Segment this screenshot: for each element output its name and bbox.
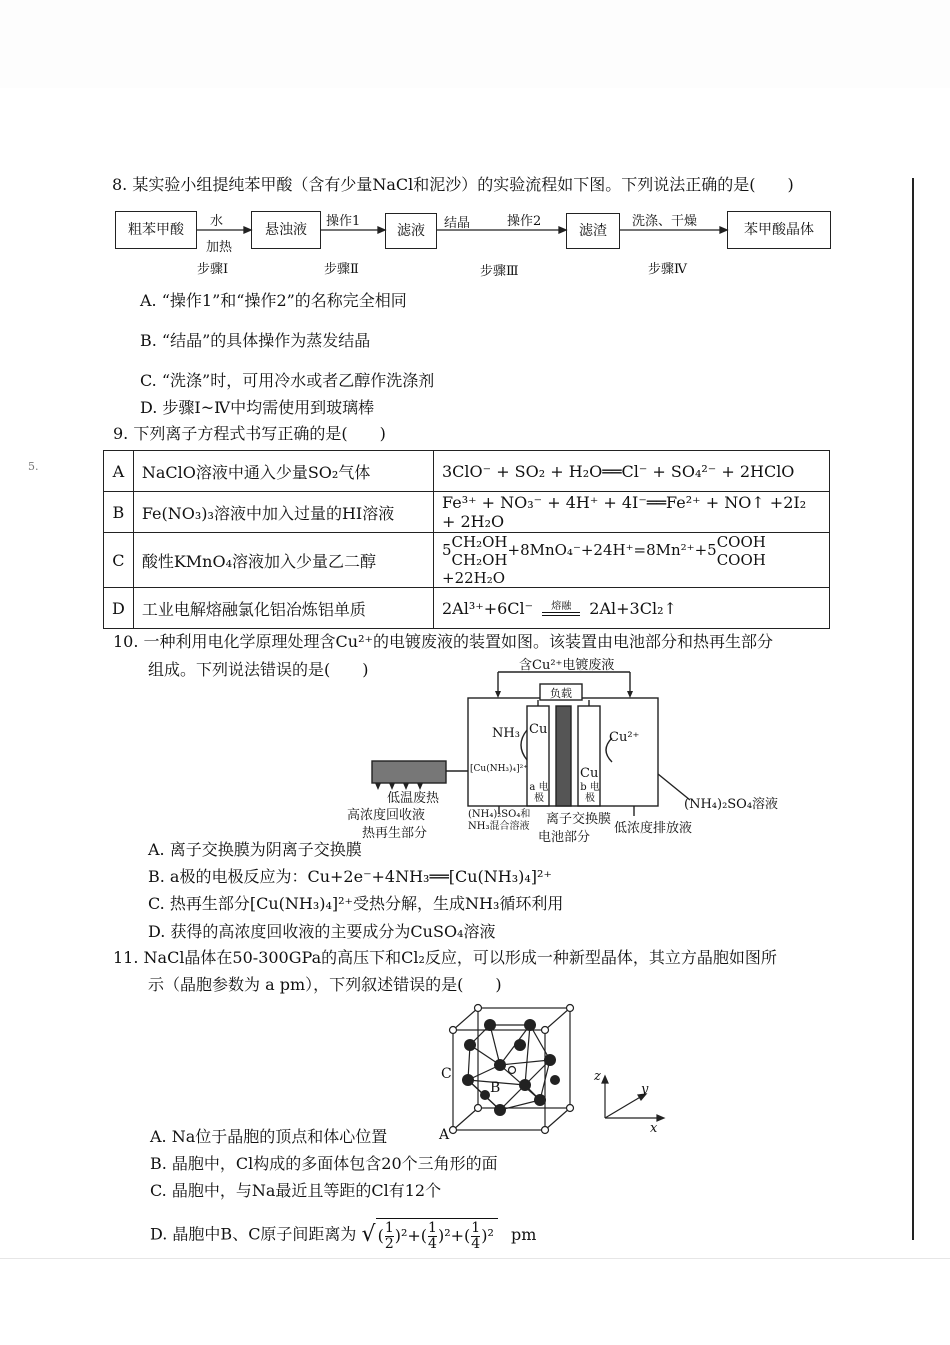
q8-stem: 8. 某实验小组提纯苯甲酸（含有少量NaCl和泥沙）的实验流程如下图。下列说法正确的是( ) xyxy=(112,175,794,194)
flow-step-1: 步骤Ⅰ xyxy=(197,262,229,277)
sqrt-sign: √ xyxy=(361,1222,376,1247)
q10-stem-2: 组成。下列说法错误的是( ) xyxy=(148,660,369,679)
q11-option-a: A. Na位于晶胞的顶点和体心位置 xyxy=(150,1127,388,1146)
q10-option-b: B. a极的电极反应为：Cu+2e⁻+4NH₃══[Cu(NH₃)₄]²⁺ xyxy=(148,867,552,886)
eq-c-mid: +8MnO₄⁻+24H⁺=8Mn²⁺+5 xyxy=(507,541,717,559)
atom-label-a: A xyxy=(439,1127,450,1143)
q11-option-c: C. 晶胞中，与Na最近且等距的Cl有12个 xyxy=(150,1181,442,1200)
q11-option-d xyxy=(150,1218,536,1252)
row-desc: 酸性KMnO₄溶液加入少量乙二醇 xyxy=(133,533,433,588)
atom-label-c: C xyxy=(441,1066,452,1082)
flow-step-4: 步骤Ⅳ xyxy=(648,262,687,277)
q10-option-c: C. 热再生部分[Cu(NH₃)₄]²⁺受热分解，生成NH₃循环利用 xyxy=(148,894,564,913)
label-right-solution: (NH₄)₂SO₄溶液 xyxy=(684,797,779,812)
label-complex: [Cu(NH₃)₄]²⁺ xyxy=(470,764,529,774)
flow-label-heat: 加热 xyxy=(206,240,233,255)
row-key: D xyxy=(104,588,134,629)
eq-c-post: +22H₂O xyxy=(442,569,506,587)
frac-num: 1 xyxy=(471,1220,481,1236)
sqrt-radicand: ( $\frac{1}{2}$ )²+( $\frac{1}{4}$ )²+( $\frac{1}{4}$ )² xyxy=(376,1218,498,1252)
label-battery: 电池部分 xyxy=(538,830,591,845)
flow-label-wash-dry: 洗涤、干燥 xyxy=(632,214,698,229)
flow-box-filtrate: 滤液 xyxy=(385,213,437,249)
axis-x-label: x xyxy=(650,1121,658,1136)
row-key: A xyxy=(104,451,134,492)
q10-option-d: D. 获得的高浓度回收液的主要成分为CuSO₄溶液 xyxy=(148,922,496,941)
label-membrane: 离子交换膜 xyxy=(546,812,612,827)
stray-mark: 5. xyxy=(28,460,39,473)
flow-label-crystallize: 结晶 xyxy=(444,216,471,231)
eq-d-left: 2Al³⁺+6Cl⁻ xyxy=(442,598,534,618)
q10-stem-1: 10. 一种利用电化学原理处理含Cu²⁺的电镀废液的装置如图。该装置由电池部分和热再生部分 xyxy=(113,632,773,651)
q8-option-a: A. “操作1”和“操作2”的名称完全相同 xyxy=(140,291,407,310)
row-equation: 3ClO⁻ + SO₂ + H₂O══Cl⁻ + SO₄²⁻ + 2HClO xyxy=(434,451,830,492)
frac-den: 4 xyxy=(471,1236,481,1252)
eq-c-bot2: COOH xyxy=(716,551,766,569)
eq-c-coef: 5 xyxy=(442,541,452,559)
label-feed: 含Cu²⁺电镀废液 xyxy=(519,658,615,673)
frac-1 xyxy=(385,1221,394,1252)
q11-stem-1: 11. NaCl晶体在50-300GPa的高压下和Cl₂反应，可以形成一种新型晶体，其立方晶胞如图所 xyxy=(113,948,777,967)
label-regen: 热再生部分 xyxy=(362,826,428,841)
flow-step-2: 步骤Ⅱ xyxy=(324,262,359,277)
page-bottom-rule xyxy=(0,1258,950,1259)
axis-y-label: y xyxy=(641,1082,649,1097)
label-load: 负载 xyxy=(550,687,572,700)
flow-box-crude: 粗苯甲酸 xyxy=(115,211,197,249)
row-desc: Fe(NO₃)₃溶液中加入过量的HI溶液 xyxy=(133,492,433,533)
eq-c-bot1: CH₂OH xyxy=(451,551,508,569)
row-desc: 工业电解熔融氯化铝冶炼铝单质 xyxy=(133,588,433,629)
flow-label-op2: 操作2 xyxy=(507,214,542,229)
q11-option-b: B. 晶胞中，Cl构成的多面体包含20个三角形的面 xyxy=(150,1154,498,1173)
eq-d-right: 2Al+3Cl₂↑ xyxy=(589,598,677,618)
flow-box-suspension: 悬浊液 xyxy=(251,211,321,249)
eq-d-cond-text: 熔融 xyxy=(551,601,572,612)
q10-option-a: A. 离子交换膜为阴离子交换膜 xyxy=(148,840,362,859)
axis-z-label: z xyxy=(594,1069,601,1084)
flow-box-residue: 滤渣 xyxy=(566,213,620,249)
label-cu2-right: Cu²⁺ xyxy=(609,730,640,745)
row-equation: Fe³⁺ + NO₃⁻ + 4H⁺ + 4I⁻══Fe²⁺ + NO↑ +2I₂ + 2H₂O xyxy=(434,492,830,533)
frac-3 xyxy=(471,1221,480,1252)
row-desc: NaClO溶液中通入少量SO₂气体 xyxy=(133,451,433,492)
flow-label-water: 水 xyxy=(210,214,224,229)
q11-stem-2: 示（晶胞参数为 a pm），下列叙述错误的是( ) xyxy=(148,975,502,994)
label-recycle: 高浓度回收液 xyxy=(347,808,426,823)
label-low-waste: 低温废热 xyxy=(387,791,440,806)
label-discharge: 低浓度排放液 xyxy=(614,821,693,836)
frac-num: 1 xyxy=(428,1220,437,1236)
frac-2 xyxy=(428,1221,437,1252)
q8-option-d: D. 步骤Ⅰ~Ⅳ中均需使用到玻璃棒 xyxy=(140,398,375,417)
frac-den: 2 xyxy=(384,1236,394,1252)
atom-label-b: B xyxy=(490,1080,501,1096)
label-cu-left: Cu xyxy=(529,722,548,737)
row-key: C xyxy=(104,533,134,588)
label-electrode-b: b 电极 xyxy=(580,782,600,804)
label-nh3: NH₃ xyxy=(492,726,520,741)
frac-num: 1 xyxy=(384,1220,394,1236)
q8-option-c: C. “洗涤”时，可用冷水或者乙醇作洗涤剂 xyxy=(140,371,435,390)
q9-stem: 9. 下列离子方程式书写正确的是( ) xyxy=(113,424,386,443)
label-left-mix: (NH₄)₂SO₄和 NH₃混合溶液 xyxy=(468,809,531,832)
frac-den: 4 xyxy=(428,1236,437,1252)
q8-option-b: B. “结晶”的具体操作为蒸发结晶 xyxy=(140,331,371,350)
eq-c-top2: COOH xyxy=(716,533,766,551)
label-cu-right: Cu xyxy=(580,766,599,781)
flow-label-op1: 操作1 xyxy=(326,214,361,229)
flow-step-3: 步骤Ⅲ xyxy=(480,264,519,279)
q11-option-d-unit: pm xyxy=(510,1224,537,1244)
label-electrode-a: a 电极 xyxy=(529,782,549,804)
q11-option-d-text: D. 晶胞中B、C原子间距离为 xyxy=(150,1224,357,1244)
eq-c-top1: CH₂OH xyxy=(451,533,508,551)
flow-box-product: 苯甲酸晶体 xyxy=(727,211,831,249)
row-key: B xyxy=(104,492,134,533)
